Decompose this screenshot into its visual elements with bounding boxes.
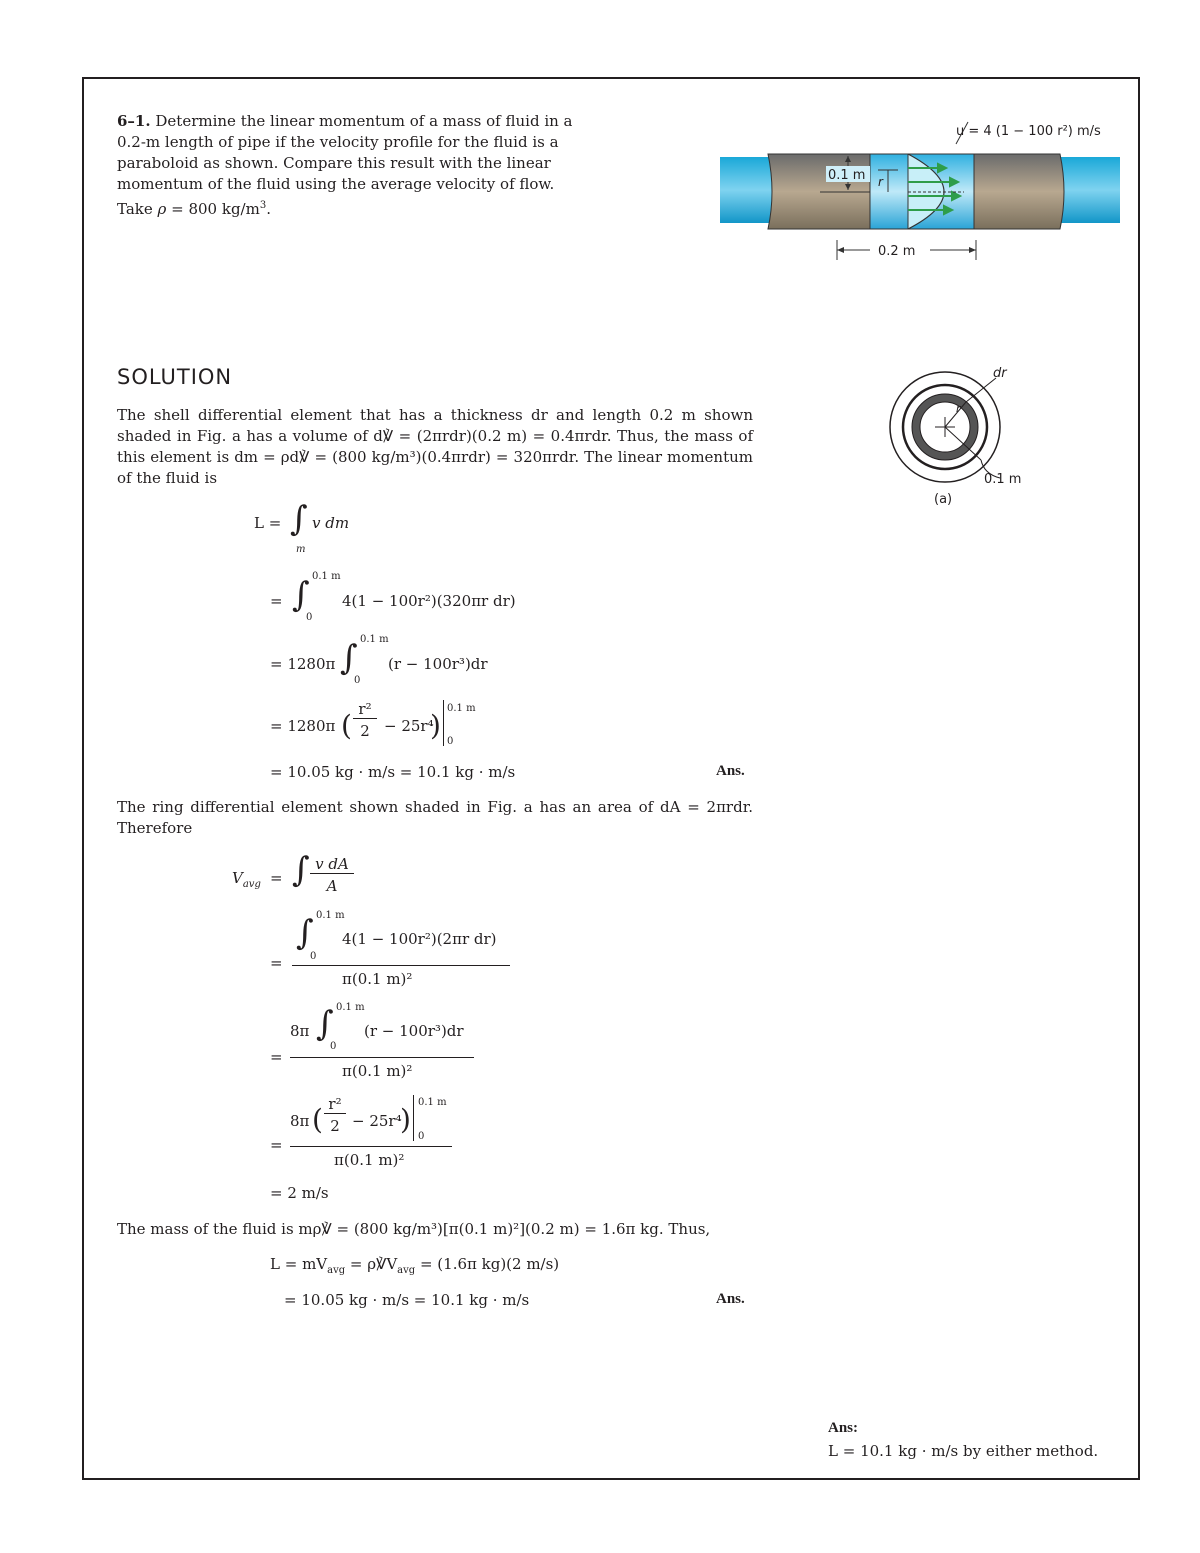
problem-end: . [266,200,271,218]
eq4-upper-limit: 0.1 m [447,703,476,714]
radius-label: 0.1 m [828,168,866,183]
eq2-integral-sign: ∫ [292,575,310,615]
v3-body: (r − 100r³)dr [364,1022,464,1040]
v4-inner-denominator: 2 [330,1117,340,1135]
solution-paragraph-3: The mass of the fluid is mρ℣ = (800 kg/m³)[π(0.1 m)²](0.2 m) = 1.6π kg. Thus, [117,1220,711,1238]
eq2-equals: = [270,592,283,610]
v3-integral-sign: ∫ [316,1004,334,1044]
r-label: r [878,175,883,189]
eq1-lower-limit: m [296,544,306,555]
eq4-eval-bar [443,700,444,746]
vavg-sub: avg [242,879,261,890]
v3-lower-limit: 0 [330,1041,337,1052]
ring-figure [880,362,1060,510]
v3-fraction-bar [290,1057,474,1058]
v2-upper-limit: 0.1 m [316,910,345,921]
v3-equals: = [270,1048,283,1066]
length-arrow-left [837,247,844,253]
eq4-open-paren: ( [341,709,352,742]
v4-denominator: π(0.1 m)² [334,1151,405,1169]
eq4-rest: − 25r⁴ [384,717,434,735]
v4-numerator: r² [324,1095,346,1114]
solution-paragraph-1: The shell differential element that has a thickness dr and length 0.2 m shown shaded in Fig. a has a volume of d℣ = (2πrdr)(0.2 m) = 0.4πrdr. Thus, the mass of this element is dm = ρd℣ = (800 kg/m³)(0.4πrdr) = 320πrdr. The linear momentum of the fluid is [117,406,753,487]
eq3-lower-limit: 0 [354,675,361,686]
vavg-result: = 2 m/s [270,1184,329,1202]
eq3-upper-limit: 0.1 m [360,634,389,645]
v2-fraction-bar [292,965,510,966]
problem-number: 6–1. [117,112,151,130]
eq2-upper-limit: 0.1 m [312,571,341,582]
water-right [1060,157,1120,223]
v4-equals: = [270,1136,283,1154]
eq4-numerator: r² [353,700,377,719]
v2-integral-sign: ∫ [296,913,314,953]
v4-fraction-bar [290,1146,452,1147]
footer-answer-label: Ans: [828,1420,859,1436]
v3-upper-limit: 0.1 m [336,1002,365,1013]
v3-coefficient: 8π [290,1022,310,1040]
solution-paragraph-2: The ring differential element shown shaded in Fig. a has an area of dA = 2πrdr. Therefore [117,798,753,837]
outer-radius-label: 0.1 m [984,472,1022,487]
length-arrow-right [969,247,976,253]
v2-numerator: 4(1 − 100r²)(2πr dr) [342,930,497,948]
answer-label-1: Ans. [716,763,745,779]
eq2-lower-limit: 0 [306,612,313,623]
eq4-close-paren: ) [430,709,441,742]
v4-upper-limit: 0.1 m [418,1097,447,1108]
eq2-body: 4(1 − 100r²)(320πr dr) [342,592,516,610]
pipe-figure [720,112,1120,272]
ring-r-label: r [956,402,961,415]
vavg-lhs: $V_{avg}$ [232,869,261,890]
v4-coefficient: 8π [290,1112,310,1130]
v3-denominator: π(0.1 m)² [342,1062,413,1080]
density-exponent: 3 [259,200,267,211]
v2-equals: = [270,954,283,972]
answer-label-2: Ans. [716,1291,745,1307]
eq4-lower-limit: 0 [447,736,454,747]
v4-open-paren: ( [312,1103,323,1136]
final-momentum-result: = 10.05 kg · m/s = 10.1 kg · m/s [284,1291,530,1309]
vavg-numerator: v dA [310,855,354,874]
footer-answer-text: L = 10.1 kg · m/s by either method. [828,1442,1099,1460]
v4-rest: − 25r⁴ [352,1112,402,1130]
v4-eval-bar [413,1095,414,1141]
v4-lower-limit: 0 [418,1131,425,1142]
density-value: = 800 kg/m [166,200,260,218]
final-eq-sub1: avg [327,1265,346,1276]
problem-text: Determine the linear momentum of a mass of fluid in a 0.2-m length of pipe if the velocity profile for the fluid is a paraboloid as shown. Compare this result with the linear momentum of the fluid using the average velocity of flow. Take [117,112,573,218]
final-eq-part2: = ρ℣V [345,1255,398,1273]
eq3-body: (r − 100r³)dr [388,655,488,673]
solution-heading: SOLUTION [117,365,233,389]
eq3-coefficient: = 1280π [270,655,336,673]
eq1-lhs: L = [254,514,282,532]
v4-close-paren: ) [400,1103,411,1136]
water-left [720,157,772,223]
final-eq-part1: L = mV [270,1255,328,1273]
eq1-integrand: v dm [312,514,350,532]
figure-caption: (a) [934,492,953,507]
vavg-denominator: A [326,877,338,895]
eq1-integral-sign: ∫ [290,499,308,539]
problem-statement [117,111,577,220]
final-momentum-equation [270,1255,559,1276]
vavg-equals: = [270,869,283,887]
vavg-integral-sign: ∫ [292,850,310,890]
rho-symbol: ρ [157,200,167,218]
eq4-coefficient: = 1280π [270,717,336,735]
velocity-profile-label: u = 4 (1 − 100 r²) m/s [956,124,1101,139]
length-label: 0.2 m [878,244,916,259]
eq3-integral-sign: ∫ [340,638,358,678]
v2-denominator: π(0.1 m)² [342,970,413,988]
page-frame [82,77,1140,1480]
dr-label: dr [993,366,1007,381]
momentum-result: = 10.05 kg · m/s = 10.1 kg · m/s [270,763,516,781]
final-eq-part3: = (1.6π kg)(2 m/s) [415,1255,560,1273]
v2-lower-limit: 0 [310,951,317,962]
pipe-right-section [974,154,1064,229]
final-eq-sub2: avg [397,1265,416,1276]
eq4-denominator: 2 [360,722,370,740]
